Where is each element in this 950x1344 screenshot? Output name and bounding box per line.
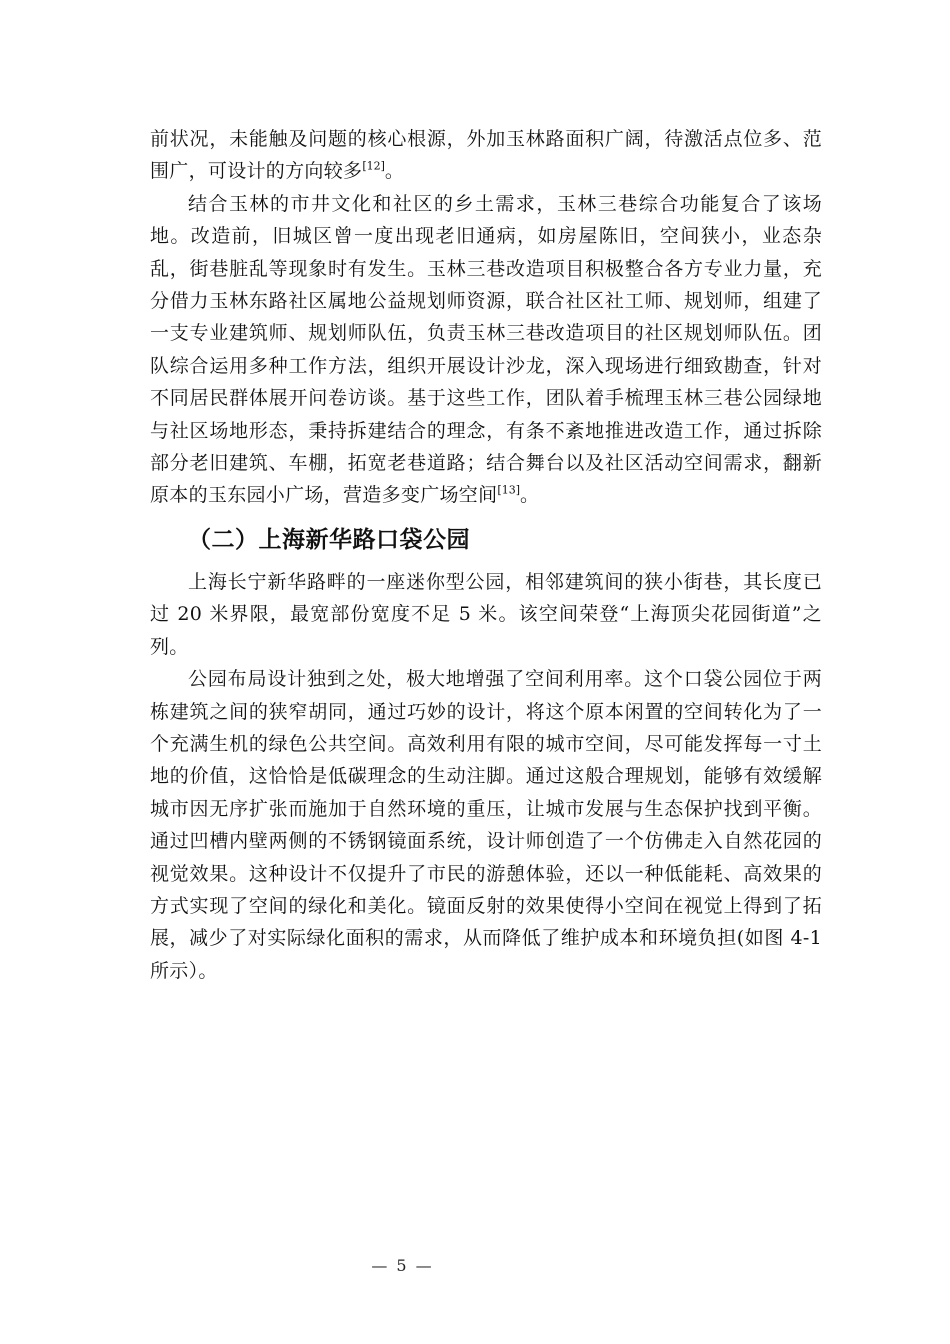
paragraph-text: 结合玉林的市井文化和社区的乡土需求，玉林三巷综合功能复合了该场地。改造前，旧城区曾一度出现老旧通病，如房屋陈旧，空间狭小，业态杂乱，街巷脏乱等现象时有发生。玉林三巷改造项目积极整合各方专业力量，充分借力玉林东路社区属地公益规划师资源，联合社区社工师、规划师，组建了一支专业建筑师、规划师队伍，负责玉林三巷改造项目的社区规划师队伍。团队综合运用多种工作方法，组织开展设计沙龙，深入现场进行细致勘查，针对不同居民群体展开问卷访谈。基于这些工作，团队着手梳理玉林三巷公园绿地与社区场地形态，秉持拆建结合的理念，有条不紊地推进改造工作，通过拆除部分老旧建筑、车棚，拓宽老巷道路；结合舞台以及社区活动空间需求，翻新原本的玉东园小广场，营造多变广场空间 (150, 192, 822, 507)
paragraph-text: 公园布局设计独到之处，极大地增强了空间利用率。这个口袋公园位于两栋建筑之间的狭窄胡同，通过巧妙的设计，将这个原本闲置的空间转化为了一个充满生机的绿色公共空间。高效利用有限的城市空间，尽可能发挥每一寸土地的价值，这恰恰是低碳理念的生动注脚。通过这般合理规划，能够有效缓解城市因无序扩张而施加于自然环境的重压，让城市发展与生态保护找到平衡。通过凹槽内壁两侧的不锈钢镜面系统，设计师创造了一个仿佛走入自然花园的视觉效果。这种设计不仅提升了市民的游憩体验，还以一种低能耗、高效果的方式实现了空间的绿化和美化。镜面反射的效果使得小空间在视觉上得到了拓展，减少了对实际绿化面积的需求，从而降低了维护成本和环境负担(如图 4-1 所示）。 (150, 668, 822, 982)
paragraph-end: 。 (520, 484, 540, 507)
paragraph-end: 。 (384, 160, 405, 183)
paragraph-continuation (150, 123, 822, 188)
page-body (150, 123, 822, 987)
citation-marker[interactable]: [13] (497, 484, 520, 498)
paragraph-text: 前状况，未能触及问题的核心根源，外加玉林路面积广阔，待激活点位多、范围广，可设计的方向较多 (150, 128, 822, 183)
section-heading: （二）上海新华路口袋公园 (188, 526, 470, 553)
page-number: — 5 — (371, 1256, 434, 1275)
citation-marker[interactable]: [12] (362, 160, 385, 174)
paragraph-xinhua-design (150, 663, 822, 987)
paragraph-text: 上海长宁新华路畔的一座迷你型公园，相邻建筑间的狭小街巷，其长度已过 20 米界限，最宽部份宽度不足 5 米。该空间荣登“上海顶尖花园街道”之列。 (150, 570, 822, 658)
paragraph-yulin-lane (150, 188, 822, 512)
paragraph-xinhua-intro (150, 566, 822, 663)
